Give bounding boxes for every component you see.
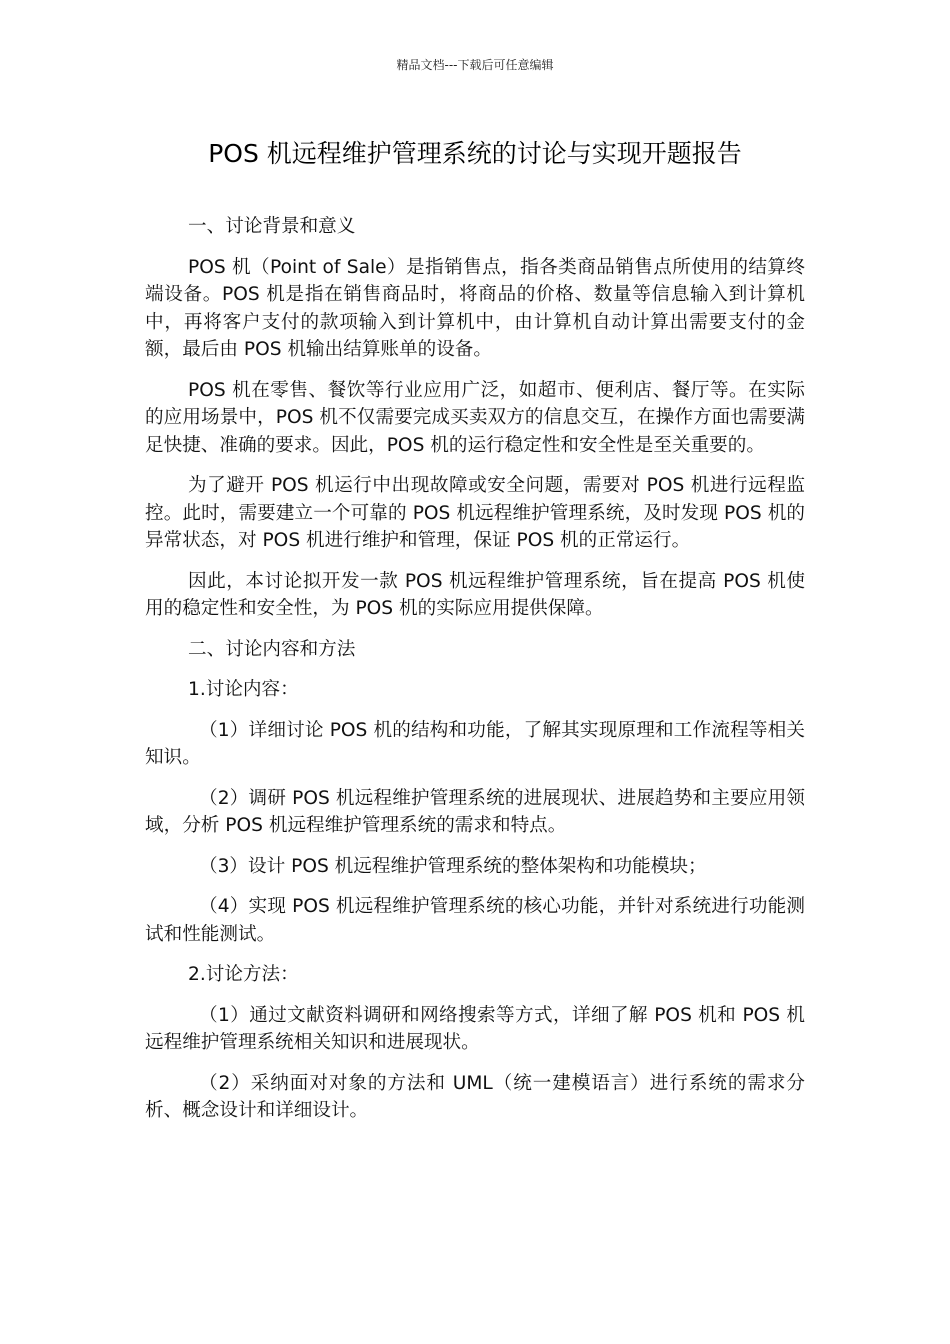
section-heading-content-methods: 二、讨论内容和方法 (188, 638, 356, 660)
paragraph-pos-application: POS 机在零售、餐饮等行业应用广泛，如超市、便利店、餐厅等。在实际的应用场景中，POS 机不仅需要完成买卖双方的信息交互，在操作方面也需要满足快捷、准确的要求。因此，POS 机的运行稳定性和安全性是至关重要的。 (145, 379, 805, 456)
subheading-research-content: 1.讨论内容： (188, 679, 299, 700)
paragraph-remote-monitoring: 为了避开 POS 机运行中出现故障或安全问题，需要对 POS 机进行远程监控。此时，需要建立一个可靠的 POS 机远程维护管理系统，及时发现 POS 机的异常状态，对 POS 机进行维护和管理，保证 POS 机的正常运行。 (145, 475, 805, 551)
content-item: （2）调研 POS 机远程维护管理系统的进展现状、进展趋势和主要应用领域，分析 POS 机远程维护管理系统的需求和特点。 (145, 787, 805, 836)
paragraph-research-goal: 因此，本讨论拟开发一款 POS 机远程维护管理系统，旨在提高 POS 机使用的稳定性和安全性，为 POS 机的实际应用提供保障。 (145, 570, 805, 619)
content-item: （1）详细讨论 POS 机的结构和功能，了解其实现原理和工作流程等相关知识。 (145, 719, 805, 768)
method-item: （2）采纳面对对象的方法和 UML（统一建模语言）进行系统的需求分析、概念设计和详细设计。 (145, 1072, 805, 1121)
section-heading-background: 一、讨论背景和意义 (188, 216, 356, 237)
content-item: （4）实现 POS 机远程维护管理系统的核心功能，并针对系统进行功能测试和性能测试。 (145, 896, 805, 945)
content-item: （3）设计 POS 机远程维护管理系统的整体架构和功能模块； (199, 855, 707, 877)
subheading-research-methods: 2.讨论方法： (188, 964, 299, 985)
method-item: （1）通过文献资料调研和网络搜索等方式，详细了解 POS 机和 POS 机远程维护管理系统相关知识和进展现状。 (145, 1004, 805, 1053)
document-title: POS 机远程维护管理系统的讨论与实现开题报告 (208, 139, 742, 168)
header-note: 精品文档---下载后可任意编辑 (396, 58, 554, 72)
paragraph-pos-definition: POS 机（Point of Sale）是指销售点，指各类商品销售点所使用的结算终端设备。POS 机是指在销售商品时，将商品的价格、数量等信息输入到计算机中，再将客户支付的款项输入到计算机中，由计算机自动计算出需要支付的金额，最后由 POS 机输出结算账单的设备。 (145, 256, 805, 360)
document-body (145, 213, 805, 1138)
